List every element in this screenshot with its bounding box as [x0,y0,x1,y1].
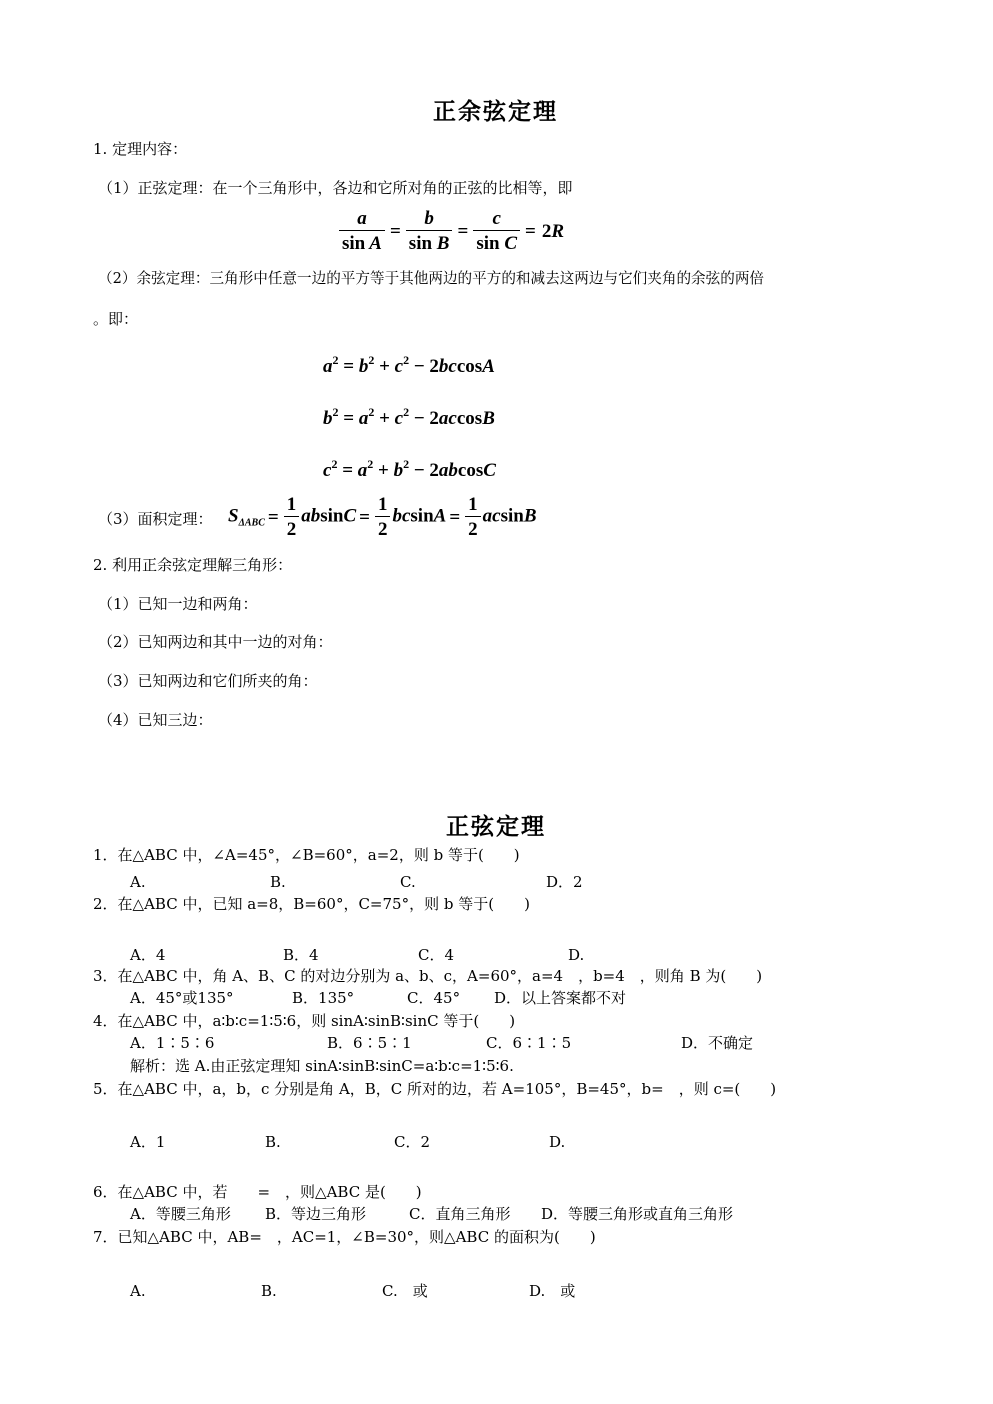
section2-item-4: （4）已知三边： [98,711,213,729]
q3-option-a: A．45°或135° [130,989,234,1007]
q6-option-d: D．等腰三角形或直角三角形 [541,1205,734,1223]
q6-option-a: A．等腰三角形 [130,1205,231,1223]
q2-option-d: D. [568,946,585,964]
section1-heading: 1. 定理内容： [93,140,188,158]
q2-option-c: C．4 [418,946,455,964]
q4-analysis: 解析：选 A.由正弦定理知 sinA∶sinB∶sinC=a∶b∶c=1∶5∶6. [130,1057,514,1075]
q2-option-b: B．4 [283,946,319,964]
q6-stem: 6．在△ABC 中，若 = ，则△ABC 是( ) [93,1183,422,1201]
q3-option-b: B．135° [292,989,355,1007]
cosine-formula-a: $a^2 = b^2 + c^2 - 2bccosA$ [323,353,495,377]
cosine-law-label-cont: 。即： [93,310,139,328]
section2-heading: 2. 利用正余弦定理解三角形： [93,556,293,574]
q5-option-c: C．2 [394,1133,431,1151]
q1-option-c: C. [400,873,416,891]
q3-stem: 3．在△ABC 中，角 A、B、C 的对边分别为 a、b、c，A=60°，a=4 ，b=4 ，则角 B 为( ) [93,967,763,985]
q7-option-c: C. 或 [382,1282,428,1300]
q7-option-a: A. [130,1282,146,1300]
cosine-formula-c: $c^2 = a^2 + b^2 - 2abcosC$ [323,457,496,481]
section2-item-3: （3）已知两边和它们所夹的角： [98,672,318,690]
q3-option-c: C．45° [407,989,461,1007]
q1-option-a: A. [130,873,146,891]
q7-option-d: D. 或 [529,1282,576,1300]
area-law-formula: $S_{\Delta ABC}$ = $\frac{1}{2}$ absinC = $\frac{1}{2}$ bcsinA = $\frac{1}{2}$ acsinB [228,494,537,540]
q2-stem: 2．在△ABC 中，已知 a=8，B=60°，C=75°，则 b 等于( ) [93,895,530,913]
q4-stem: 4．在△ABC 中，a∶b∶c=1∶5∶6，则 sinA∶sinB∶sinC 等于( ) [93,1012,516,1030]
section2-item-1: （1）已知一边和两角： [98,595,258,613]
cosine-formula-b: $b^2 = a^2 + c^2 - 2accosB$ [323,405,495,429]
q6-option-b: B．等边三角形 [265,1205,367,1223]
area-law-label: （3）面积定理： [98,510,213,528]
q5-stem: 5．在△ABC 中，a，b，c 分别是角 A，B，C 所对的边，若 A=105°，B=45°，b= ，则 c=( ) [93,1080,777,1098]
q5-option-a: A．1 [130,1133,166,1151]
q1-stem: 1．在△ABC 中，∠A=45°，∠B=60°，a=2，则 b 等于( ) [93,846,520,864]
q5-option-b: B. [265,1133,281,1151]
sine-law-formula: $\frac{a}{\text{sin A}}$ = $\frac{b}{\text{sin B}}$ = $\frac{c}{\text{sin C}}$ = 2R [337,209,567,253]
q1-option-d: D．2 [546,873,583,891]
q4-option-d: D．不确定 [681,1034,754,1052]
q4-option-b: B．6∶5∶1 [327,1034,412,1052]
q7-option-b: B. [261,1282,277,1300]
q4-option-c: C．6∶1∶5 [486,1034,572,1052]
q3-option-d: D．以上答案都不对 [494,989,627,1007]
q4-option-a: A．1∶5∶6 [130,1034,215,1052]
q7-stem: 7．已知△ABC 中，AB= ，AC=1，∠B=30°，则△ABC 的面积为( ) [93,1228,596,1246]
q5-option-d: D. [549,1133,566,1151]
page-title: 正余弦定理 [433,98,558,125]
section-subtitle: 正弦定理 [446,813,546,840]
q1-option-b: B. [270,873,286,891]
section2-item-2: （2）已知两边和其中一边的对角： [98,633,333,651]
sine-law-label: （1）正弦定理：在一个三角形中，各边和它所对角的正弦的比相等，即 [98,179,573,197]
q2-option-a: A．4 [130,946,166,964]
q6-option-c: C．直角三角形 [409,1205,511,1223]
cosine-law-label: （2）余弦定理：三角形中任意一边的平方等于其他两边的平方的和减去这两边与它们夹角的余弦的两倍 [98,270,765,287]
